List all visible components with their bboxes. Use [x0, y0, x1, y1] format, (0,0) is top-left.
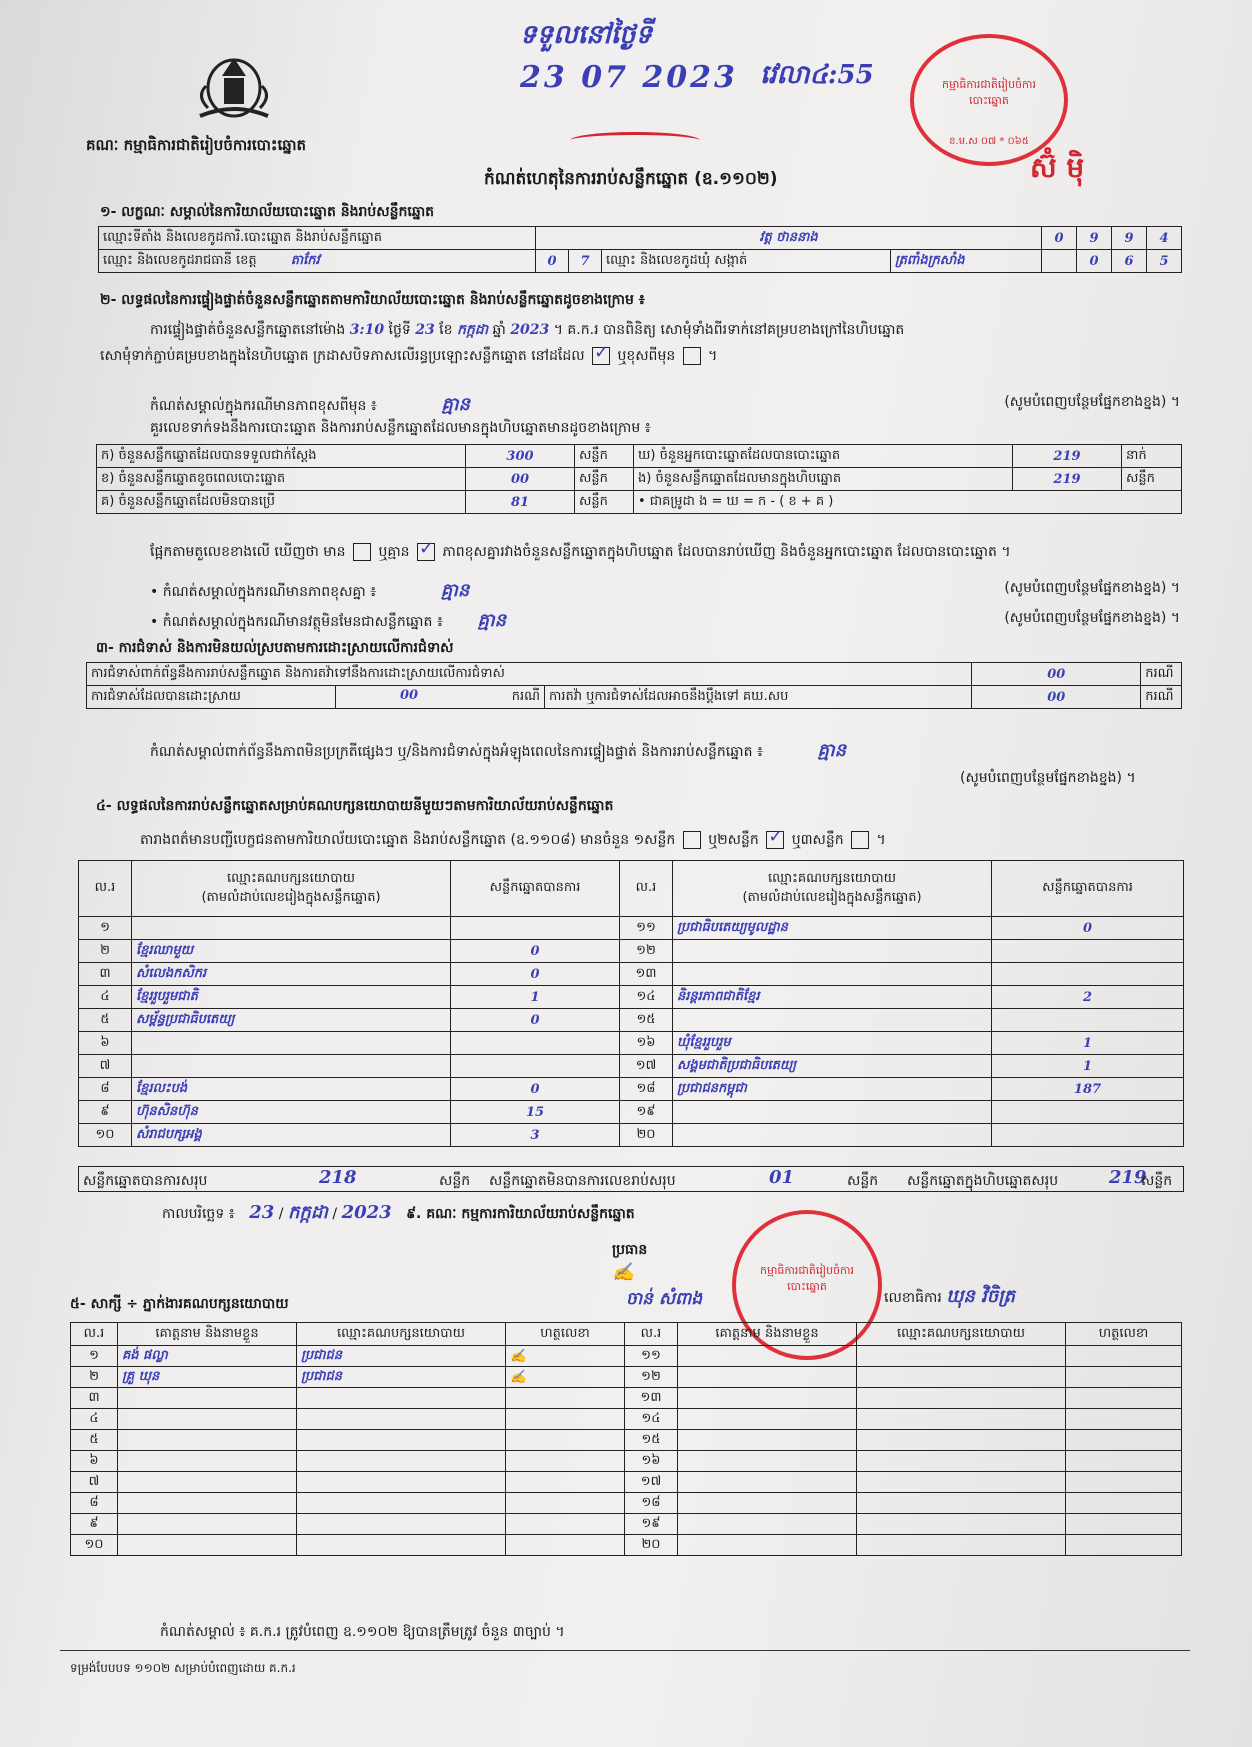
section3-fill-hint: (សូមបំពេញបន្ថែមផ្នែកខាងខ្នង) ។	[960, 770, 1136, 786]
votes-table	[78, 860, 1184, 1147]
witness-signature	[1066, 1388, 1182, 1409]
location-code-digit: 0	[1042, 227, 1077, 250]
row-number: ៥	[79, 1009, 132, 1032]
witness-party	[857, 1514, 1066, 1535]
witness-name	[118, 1493, 297, 1514]
witness-signature	[1066, 1346, 1182, 1367]
witness-party	[857, 1346, 1066, 1367]
row-number: ៥	[71, 1430, 118, 1451]
location-code-digit: 9	[1077, 227, 1112, 250]
total-invalid-value: 01	[769, 1167, 795, 1188]
vote-count	[992, 963, 1184, 986]
row-number: ២	[71, 1367, 118, 1388]
province-value: តាកែវ	[290, 252, 320, 268]
row-number: ១៦	[620, 1032, 673, 1055]
row-number: ១០	[79, 1124, 132, 1147]
count-row-unit: សន្លឹក	[575, 445, 634, 468]
vote-count: 2	[992, 986, 1184, 1009]
col-no-header: ល.រ	[625, 1323, 678, 1346]
witness-party: ប្រជាជន	[297, 1346, 506, 1367]
row-number: ៩	[71, 1514, 118, 1535]
totals-row: សន្លឹកឆ្នោតបានការសរុប 218 សន្លឹក សន្លឹកឆ្នោតមិនបានការលេខរាប់សរុប 01 សន្លឹក សន្លឹកឆ្នោតក្នុងហិបឆ្នោតសរុប 219 សន្លឹក	[78, 1166, 1184, 1192]
col-votes-header: សន្លឹកឆ្នោតបានការ	[992, 861, 1184, 917]
province-code-digit: 7	[569, 250, 602, 273]
section3-title: ៣- ការជំទាស់ និងការមិនយល់ស្របតាមការដោះស្រាយលើការជំទាស់	[96, 640, 454, 656]
count-row-value: 00	[466, 468, 575, 491]
col-sign-header: ហត្ថលេខា	[506, 1323, 625, 1346]
witness-party	[297, 1409, 506, 1430]
vote-count: 1	[992, 1055, 1184, 1078]
row-number: ១៦	[625, 1451, 678, 1472]
party-name: សំរាជបក្សអង្គ	[132, 1124, 451, 1147]
one-sheet-checkbox[interactable]	[683, 831, 701, 849]
row-number: ១១	[625, 1346, 678, 1367]
row-number: ១០	[71, 1535, 118, 1556]
resolved-value-cell: 00 ករណី	[336, 686, 545, 709]
row-number: ៩	[79, 1101, 132, 1124]
party-name: ខ្មែរឈាមួយ	[132, 940, 451, 963]
vote-count: 1	[992, 1032, 1184, 1055]
chair-signature: ✍	[612, 1262, 635, 1283]
witness-name	[678, 1451, 857, 1472]
count-row-value: 219	[1013, 468, 1122, 491]
province-code-digit: 0	[536, 250, 569, 273]
total-valid-value: 218	[319, 1167, 357, 1188]
note2-row: • កំណត់សម្គាល់ក្នុងករណីមានភាពខុសគ្នា ៖ គ្មាន (សូមបំពេញបន្ថែមផ្នែកខាងខ្នង) ។	[150, 580, 1180, 601]
two-sheet-checkbox[interactable]	[766, 831, 784, 849]
location-code-digit: 4	[1147, 227, 1182, 250]
row-number: ១៥	[625, 1430, 678, 1451]
row-number: ១៩	[625, 1514, 678, 1535]
row-number: ៦	[71, 1451, 118, 1472]
witness-signature: ✍	[506, 1346, 625, 1367]
witness-table	[70, 1322, 1182, 1556]
witness-name	[678, 1493, 857, 1514]
row-number: ៨	[79, 1078, 132, 1101]
form-title: កំណត់ហេតុនៃការរាប់សន្លឹកឆ្នោត (ឧ.១១០២)	[484, 169, 778, 189]
section4-title: ៤- លទ្ធផលនៃការរាប់សន្លឹកឆ្នោតសម្រាប់គណបក្សនយោបាយនីមួយៗតាមការិយាល័យរាប់សន្លឹកឆ្នោត	[96, 798, 614, 814]
appeal-value: 00	[972, 686, 1141, 709]
row-number: ៦	[79, 1032, 132, 1055]
party-name	[673, 1009, 992, 1032]
row-number: ១៣	[625, 1388, 678, 1409]
party-name	[132, 917, 451, 940]
national-emblem-icon	[192, 46, 276, 126]
row-number: ៨	[71, 1493, 118, 1514]
witness-name	[678, 1409, 857, 1430]
witness-name	[678, 1514, 857, 1535]
vote-count	[992, 1101, 1184, 1124]
count-row-value: 81	[466, 491, 575, 514]
witness-signature	[506, 1409, 625, 1430]
witness-name	[118, 1388, 297, 1409]
vote-count	[451, 1055, 620, 1078]
row-number: ៧	[71, 1472, 118, 1493]
count-row-label: ខ) ចំនួនសន្លឹកឆ្នោតខូចពេលបោះឆ្នោត	[97, 468, 466, 491]
witness-name	[118, 1472, 297, 1493]
count-row-unit: សន្លឹក	[575, 491, 634, 514]
red-handwritten-name: ស៊ំ ម៉ិ	[1030, 151, 1085, 184]
date-row: កាលបរិច្ឆេទ ៖ 23 / កក្កដា / 2023 ៩. គណៈ កម្មការការិយាល័យរាប់សន្លឹកឆ្នោត	[162, 1202, 635, 1223]
row-number: ៣	[71, 1388, 118, 1409]
row-number: ១៨	[620, 1078, 673, 1101]
commune-code-digit: 5	[1147, 250, 1182, 273]
witness-signature	[1066, 1493, 1182, 1514]
chair-name: ចាន់ សំពាង	[626, 1289, 703, 1309]
vote-count: 0	[451, 1009, 620, 1032]
party-name	[132, 1032, 451, 1055]
witness-party	[857, 1472, 1066, 1493]
witness-name	[678, 1535, 857, 1556]
vote-count	[992, 940, 1184, 963]
witness-party	[297, 1535, 506, 1556]
witness-party	[857, 1409, 1066, 1430]
table-row	[71, 1409, 1182, 1430]
count-row-value: 300	[466, 445, 575, 468]
witness-signature	[506, 1514, 625, 1535]
row-number: ១៨	[625, 1493, 678, 1514]
witness-signature	[1066, 1367, 1182, 1388]
objections-table	[86, 662, 1182, 709]
witness-party	[297, 1451, 506, 1472]
witness-signature	[506, 1430, 625, 1451]
handwritten-received-note: ទទួលនៅថ្ងៃទី	[520, 20, 653, 50]
row-number: ១៥	[620, 1009, 673, 1032]
party-name: សង្គមជាតិប្រជាធិបតេយ្យ	[673, 1055, 992, 1078]
table-row	[71, 1388, 1182, 1409]
witness-signature	[1066, 1535, 1182, 1556]
total-box-value: 219	[1109, 1167, 1147, 1188]
witness-signature	[506, 1388, 625, 1409]
vote-count: 0	[992, 917, 1184, 940]
witness-name: គ្រួ ឃុន	[118, 1367, 297, 1388]
vote-count: 187	[992, 1078, 1184, 1101]
sheet-count-row: តារាងពត៌មានបញ្ជីបេក្ខជនតាមការិយាល័យបោះឆ្នោត និងរាប់សន្លឹកឆ្នោត (ឧ.១១០៨) មានចំនួន ១សន្លឹក ឬ២សន្លឹក ✓ ឬ៣សន្លឹក ។	[140, 830, 886, 851]
row-number: ២	[79, 940, 132, 963]
table-row	[79, 963, 1184, 986]
party-name	[673, 963, 992, 986]
section1-title: ១- លក្ខណៈ សម្គាល់នៃការិយាល័យបោះឆ្នោត និងរាប់សន្លឹកឆ្នោត	[100, 204, 435, 220]
witness-signature	[506, 1535, 625, 1556]
witness-party	[857, 1388, 1066, 1409]
witness-name	[678, 1346, 857, 1367]
party-name: ប្រជាធិបតេយ្យមូលដ្ឋាន	[673, 917, 992, 940]
vote-count	[451, 917, 620, 940]
table-row	[71, 1493, 1182, 1514]
commune-value: ត្រពាំងក្រសាំង	[890, 250, 1041, 273]
row-number: ២០	[625, 1535, 678, 1556]
table-row	[79, 986, 1184, 1009]
counts-table	[96, 444, 1182, 514]
table-row	[71, 1535, 1182, 1556]
objection-row-label: ការជំទាស់ពាក់ព័ន្ធនឹងការរាប់សន្លឹកឆ្នោត និងការតវ៉ាទៅនឹងការដោះស្រាយលើការជំទាស់	[87, 663, 972, 686]
official-stamp-top: កម្មាធិការជាតិរៀបចំការបោះឆ្នោត ខ.ម.ស ០៧ * ០៦៥	[910, 34, 1068, 166]
party-name: សំលេងកសិករ	[132, 963, 451, 986]
row-number: ២០	[620, 1124, 673, 1147]
commission-name: គណៈ កម្មាធិការជាតិរៀបចំការបោះឆ្នោត	[86, 136, 307, 154]
table-row	[79, 1101, 1184, 1124]
row-number: ១	[79, 917, 132, 940]
table-row	[79, 940, 1184, 963]
witness-party	[297, 1388, 506, 1409]
formula: • ជាគម្រូដា ង = ឃ = ក - ( ខ + គ )	[634, 491, 1182, 514]
col-name-header: គោត្តនាម និងនាមខ្លួន	[118, 1323, 297, 1346]
table-row	[71, 1472, 1182, 1493]
chair-label: ប្រធាន	[612, 1242, 648, 1258]
vote-count	[992, 1009, 1184, 1032]
row-number: ១១	[620, 917, 673, 940]
section3-note: កំណត់សម្គាល់ពាក់ព័ន្ធនឹងភាពមិនប្រក្រតីផ្សេងៗ ឬ/និងការជំទាស់ក្នុងអំឡុងពេលនៃការផ្ទៀងផ្ទាត់ និងការរាប់សន្លឹកឆ្នោត ៖ គ្មាន	[150, 740, 847, 761]
witness-name	[118, 1451, 297, 1472]
footnote: កំណត់សម្គាល់ ៖ គ.ក.រ ត្រូវបំពេញ ឧ.១១០២ ឱ្យបានត្រឹមត្រូវ ចំនួន ៣ច្បាប់ ។	[160, 1624, 565, 1640]
row-number: ១៣	[620, 963, 673, 986]
vote-count	[451, 1032, 620, 1055]
difference-row: ផ្អែកតាមតួលេខខាងលើ ឃើញថា មាន ឬគ្មាន ✓ ភាពខុសគ្នារវាងចំនួនសន្លឹកឆ្នោតក្នុងហិបឆ្នោត ដែលបានរាប់ឃើញ និងចំនួនអ្នកបោះឆ្នោត ដែលបានបោះឆ្នោត ។	[150, 542, 1180, 563]
table-row	[71, 1430, 1182, 1451]
witness-signature	[506, 1472, 625, 1493]
vote-count: 1	[451, 986, 620, 1009]
count-row-label: គ) ចំនួនសន្លឹកឆ្នោតដែលមិនបានប្រើ	[97, 491, 466, 514]
table-row	[71, 1346, 1182, 1367]
vote-count: 3	[451, 1124, 620, 1147]
has-difference-checkbox[interactable]	[353, 543, 371, 561]
vote-count: 0	[451, 940, 620, 963]
col-name-header: គោត្តនាម និងនាមខ្លួន	[678, 1323, 857, 1346]
witness-name	[678, 1472, 857, 1493]
count-row-unit: សន្លឹក	[575, 468, 634, 491]
witness-signature	[1066, 1451, 1182, 1472]
secretary-row: លេខាធិការ ឃុន វិចិត្រ	[884, 1286, 1015, 1307]
witness-name	[678, 1388, 857, 1409]
row-number: ១	[71, 1346, 118, 1367]
table-row	[79, 1009, 1184, 1032]
table-row	[71, 1367, 1182, 1388]
col-party-header: ឈ្មោះគណបក្សនយោបាយ	[297, 1323, 506, 1346]
witness-party	[857, 1535, 1066, 1556]
section5-title: ៥- សាក្សី ÷ ភ្នាក់ងារគណបក្សនយោបាយ	[70, 1296, 289, 1312]
resolved-label: ការជំទាស់ដែលបានដោះស្រាយ	[87, 686, 336, 709]
witness-signature: ✍	[506, 1367, 625, 1388]
party-name: ឃុំខ្មែររួបរួម	[673, 1032, 992, 1055]
witness-party	[297, 1493, 506, 1514]
row-number: ១៧	[620, 1055, 673, 1078]
count-row-unit: សន្លឹក	[1122, 468, 1182, 491]
count-row-value: 219	[1013, 445, 1122, 468]
red-mark	[570, 132, 700, 149]
handwritten-date: 23 07 2023	[520, 60, 738, 95]
province-label: ឈ្មោះ និងលេខកូដរាជធានី ខេត្ត តាកែវ	[99, 250, 536, 273]
table-row	[79, 917, 1184, 940]
col-no-header: ល.រ	[79, 861, 132, 917]
objection-row-value: 00	[972, 663, 1141, 686]
row-number: ១២	[625, 1367, 678, 1388]
row-number: ៣	[79, 963, 132, 986]
row-number: ១៤	[620, 986, 673, 1009]
row-number: ៤	[79, 986, 132, 1009]
party-name	[673, 1101, 992, 1124]
witness-name	[678, 1430, 857, 1451]
note1-row: កំណត់សម្គាល់ក្នុងករណីមានភាពខុសពីមុន ៖ គ្មាន (សូមបំពេញបន្ថែមផ្នែកខាងខ្នង) ។	[150, 394, 1180, 415]
table-row	[71, 1514, 1182, 1535]
table-row	[79, 1055, 1184, 1078]
party-name: ហ៊ុនសិនហ៊ុន	[132, 1101, 451, 1124]
location-label: ឈ្មោះទីតាំង និងលេខកូដការិ.បោះឆ្នោត និងរាប់សន្លឹកឆ្នោត	[99, 227, 536, 250]
location-code-digit: 9	[1112, 227, 1147, 250]
verify-line2: សោមុំទាក់ភ្ជាប់គម្របខាងក្នុងនៃហិបឆ្នោត ក្រដាសបិទភាសលើរន្ធប្រឡោះសន្លឹកឆ្នោត នៅដដែល ✓ ឬខុសពីមុន ។	[100, 346, 717, 367]
section2-title: ២- លទ្ធផលនៃការផ្ទៀងផ្ទាត់ចំនួនសន្លឹកឆ្នោតតាមការិយាល័យបោះឆ្នោត និងរាប់សន្លឹកឆ្នោតដូចខាងក្រោម ៖	[100, 292, 645, 308]
col-votes-header: សន្លឹកឆ្នោតបានការ	[451, 861, 620, 917]
witness-party	[857, 1493, 1066, 1514]
count-row-label: ក) ចំនួនសន្លឹកឆ្នោតដែលបានទទួលជាក់ស្តែង	[97, 445, 466, 468]
vote-count: 15	[451, 1101, 620, 1124]
handwritten-time: វេលា៤:55	[760, 60, 874, 90]
table-row	[79, 1078, 1184, 1101]
commune-code-digit: 0	[1077, 250, 1112, 273]
witness-signature	[506, 1451, 625, 1472]
witness-party	[297, 1430, 506, 1451]
section1-table	[98, 226, 1182, 273]
witness-party	[857, 1451, 1066, 1472]
row-number: ១៤	[625, 1409, 678, 1430]
official-stamp-bottom: កម្មាធិការជាតិរៀបចំការបោះឆ្នោត	[732, 1210, 882, 1360]
table-row	[71, 1451, 1182, 1472]
witness-party	[857, 1430, 1066, 1451]
commune-label: ឈ្មោះ និងលេខកូដឃុំ សង្កាត់	[602, 250, 891, 273]
witness-name: គង់ ផល្លា	[118, 1346, 297, 1367]
row-number: ១៩	[620, 1101, 673, 1124]
col-party-header: ឈ្មោះគណបក្សនយោបាយ	[857, 1323, 1066, 1346]
witness-party	[857, 1367, 1066, 1388]
party-name: ប្រជាជនកម្ពុជា	[673, 1078, 992, 1101]
three-sheet-checkbox[interactable]	[851, 831, 869, 849]
party-name: ខ្មែររួបរួមជាតិ	[132, 986, 451, 1009]
witness-name	[678, 1367, 857, 1388]
vote-count: 0	[451, 963, 620, 986]
col-party-header: ឈ្មោះគណបក្សនយោបាយ (តាមលំដាប់លេខរៀងក្នុងសន្លឹកឆ្នោត)	[673, 861, 992, 917]
witness-party	[297, 1472, 506, 1493]
footer-text: ទម្រង់បែបបទ ១១០២ សម្រាប់បំពេញដោយ គ.ក.រ	[70, 1661, 296, 1675]
count-row-label: ឃ) ចំនួនអ្នកបោះឆ្នោតដែលបានបោះឆ្នោត	[634, 445, 1013, 468]
witness-name	[118, 1409, 297, 1430]
table-row	[79, 1032, 1184, 1055]
party-name: និរន្តរភាពជាតិខ្មែរ	[673, 986, 992, 1009]
count-row-label: ង) ចំនួនសន្លឹកឆ្នោតដែលមានក្នុងហិបឆ្នោត	[634, 468, 1013, 491]
col-no-header: ល.រ	[71, 1323, 118, 1346]
party-name: ខ្មែរលះបង់	[132, 1078, 451, 1101]
col-party-header: ឈ្មោះគណបក្សនយោបាយ (តាមលំដាប់លេខរៀងក្នុងសន្លឹកឆ្នោត)	[132, 861, 451, 917]
vote-count	[992, 1124, 1184, 1147]
location-value: វត្ត ថាននាង	[536, 227, 1042, 250]
col-sign-header: ហត្ថលេខា	[1066, 1323, 1182, 1346]
row-number: ៤	[71, 1409, 118, 1430]
col-no-header: ល.រ	[620, 861, 673, 917]
footer-divider	[60, 1650, 1190, 1651]
same-checkbox[interactable]	[592, 347, 610, 365]
witness-party	[297, 1514, 506, 1535]
witness-name	[118, 1514, 297, 1535]
verify-line1: ការផ្ទៀងផ្ទាត់ចំនួនសន្លឹកឆ្នោតនៅម៉ោង 3:10 ថ្ងៃទី 23 ខែ កក្កដា ឆ្នាំ 2023 ។ គ.ក.រ បានពិនិត្យ សោមុំទាំងពីរទាក់នៅគម្របខាងក្រៅនៃហិបឆ្នោត	[150, 322, 905, 338]
party-name	[132, 1055, 451, 1078]
witness-name	[118, 1535, 297, 1556]
appeal-unit: ករណី	[1141, 686, 1182, 709]
witness-party: ប្រជាជន	[297, 1367, 506, 1388]
witness-signature	[1066, 1430, 1182, 1451]
party-name	[673, 940, 992, 963]
row-number: ១៧	[625, 1472, 678, 1493]
row-number: ៧	[79, 1055, 132, 1078]
party-name	[673, 1124, 992, 1147]
counted-intro: គួរលេខទាក់ទងនឹងការបោះឆ្នោត និងការរាប់សន្លឹកឆ្នោតដែលមានក្នុងហិបឆ្នោតមានដូចខាងក្រោម ៖	[150, 420, 651, 436]
vote-count: 0	[451, 1078, 620, 1101]
objection-row-unit: ករណី	[1141, 663, 1182, 686]
count-row-unit: នាក់	[1122, 445, 1182, 468]
different-checkbox[interactable]	[683, 347, 701, 365]
party-name: សម្ព័ន្ធប្រជាធិបតេយ្យ	[132, 1009, 451, 1032]
witness-signature	[1066, 1472, 1182, 1493]
table-row	[79, 1124, 1184, 1147]
witness-signature	[506, 1493, 625, 1514]
appeal-label: ការតវ៉ា ឬការជំទាស់ដែលអាចនឹងប្តឹងទៅ គឃ.សប	[545, 686, 972, 709]
witness-name	[118, 1430, 297, 1451]
row-number: ១២	[620, 940, 673, 963]
commune-code-digit: 6	[1112, 250, 1147, 273]
note3-row: • កំណត់សម្គាល់ក្នុងករណីមានវត្ថុមិនមែនជាសន្លឹកឆ្នោត ៖ គ្មាន (សូមបំពេញបន្ថែមផ្នែកខាងខ្នង) ។	[150, 610, 1180, 631]
no-difference-checkbox[interactable]	[417, 543, 435, 561]
witness-signature	[1066, 1409, 1182, 1430]
witness-signature	[1066, 1514, 1182, 1535]
